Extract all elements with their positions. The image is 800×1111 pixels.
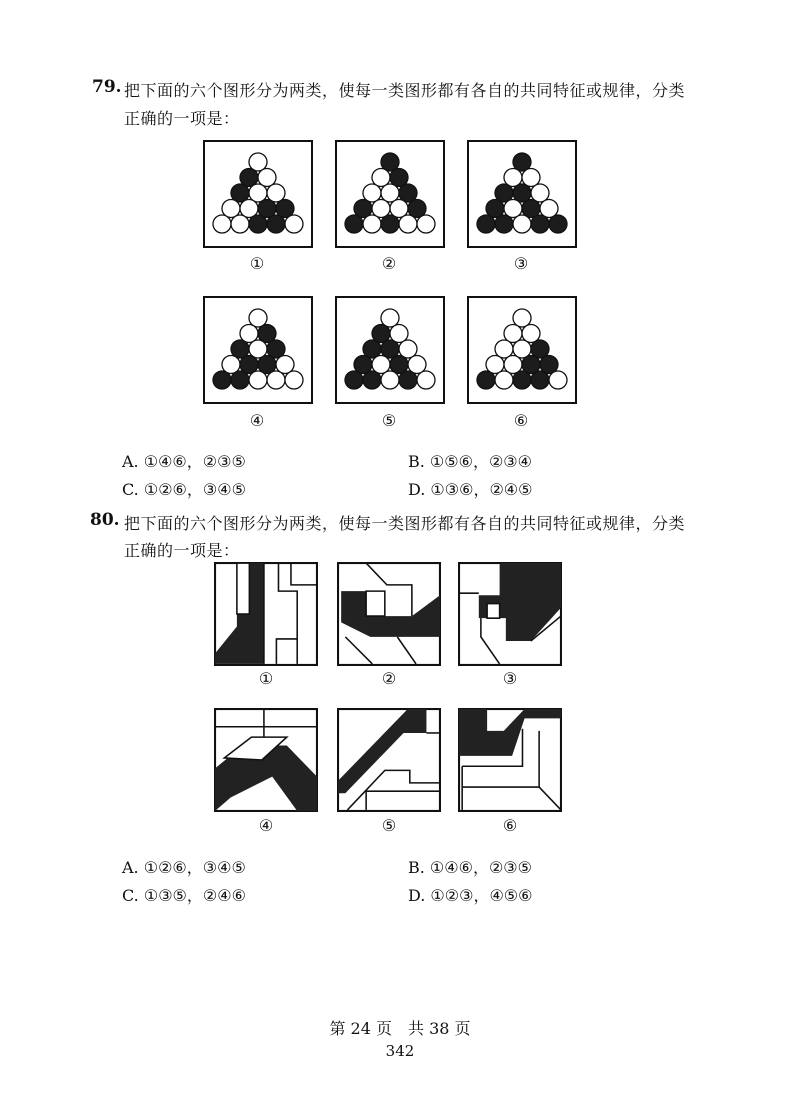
white-ball — [285, 215, 303, 233]
q79-figure-4 — [203, 296, 313, 404]
q79-label-3: ③ — [513, 254, 529, 273]
white-ball — [513, 215, 531, 233]
ball-triangle-svg — [335, 140, 445, 248]
q79-text-line2: 正确的一项是： — [124, 109, 240, 128]
q79-option-a[interactable]: A. ①④⑥，②③⑤ — [122, 452, 246, 471]
white-ball — [363, 215, 381, 233]
black-ball — [513, 371, 531, 389]
q80-label-4: ④ — [258, 816, 274, 835]
black-ball — [345, 371, 363, 389]
page-indicator: 第 24 页 共 38 页 — [329, 1019, 471, 1038]
q80-option-d[interactable]: D. ①②③，④⑤⑥ — [408, 886, 533, 905]
black-ball — [213, 371, 231, 389]
black-ball — [477, 371, 495, 389]
q79-figure-3 — [467, 140, 577, 248]
q79-label-2: ② — [381, 254, 397, 273]
q80-label-6: ⑥ — [502, 816, 518, 835]
black-ball — [399, 371, 417, 389]
q79-option-c[interactable]: C. ①②⑥，③④⑤ — [122, 480, 246, 499]
q79-label-6: ⑥ — [513, 411, 529, 430]
black-ball — [267, 215, 285, 233]
black-ball — [231, 371, 249, 389]
q80-label-3: ③ — [502, 669, 518, 688]
page-number: 342 — [385, 1042, 415, 1060]
white-ball — [417, 371, 435, 389]
black-ball — [495, 215, 513, 233]
q80-label-1: ① — [258, 669, 274, 688]
white-ball — [399, 215, 417, 233]
q80-number: 80. — [90, 510, 120, 530]
white-ball — [267, 371, 285, 389]
black-ball — [477, 215, 495, 233]
q80-figure-2 — [337, 562, 441, 666]
q80-figure-1 — [214, 562, 318, 666]
ball-triangle-svg — [203, 296, 313, 404]
q79-label-1: ① — [249, 254, 265, 273]
white-ball — [381, 371, 399, 389]
q80-option-a[interactable]: A. ①②⑥，③④⑤ — [122, 858, 246, 877]
q79-label-4: ④ — [249, 411, 265, 430]
black-ball — [531, 215, 549, 233]
q80-text-line1: 把下面的六个图形分为两类，使每一类图形都有各自的共同特征或规律，分类 — [124, 514, 686, 533]
white-ball — [231, 215, 249, 233]
white-ball — [495, 371, 513, 389]
black-ball — [381, 215, 399, 233]
q79-figure-6 — [467, 296, 577, 404]
q79-label-5: ⑤ — [381, 411, 397, 430]
q80-label-5: ⑤ — [381, 816, 397, 835]
black-ball — [249, 215, 267, 233]
white-ball — [285, 371, 303, 389]
ball-triangle-svg — [467, 140, 577, 248]
q79-text-line1: 把下面的六个图形分为两类，使每一类图形都有各自的共同特征或规律，分类 — [124, 81, 686, 100]
q80-figure-5 — [337, 708, 441, 812]
q80-label-2: ② — [381, 669, 397, 688]
q80-text-line2: 正确的一项是： — [124, 541, 240, 560]
q79-option-d[interactable]: D. ①③⑥，②④⑤ — [408, 480, 533, 499]
q79-option-b[interactable]: B. ①⑤⑥，②③④ — [408, 452, 532, 471]
q79-figure-2 — [335, 140, 445, 248]
white-ball — [213, 215, 231, 233]
white-ball — [249, 371, 267, 389]
ball-triangle-svg — [467, 296, 577, 404]
q79-number: 79. — [92, 77, 122, 97]
white-ball — [549, 371, 567, 389]
ball-triangle-svg — [335, 296, 445, 404]
q80-figure-3 — [458, 562, 562, 666]
black-ball — [531, 371, 549, 389]
q80-option-b[interactable]: B. ①④⑥，②③⑤ — [408, 858, 532, 877]
black-ball — [345, 215, 363, 233]
black-ball — [549, 215, 567, 233]
q79-figure-1 — [203, 140, 313, 248]
q79-figure-5 — [335, 296, 445, 404]
black-ball — [363, 371, 381, 389]
q80-figure-4 — [214, 708, 318, 812]
ball-triangle-svg — [203, 140, 313, 248]
white-ball — [417, 215, 435, 233]
q80-figure-6 — [458, 708, 562, 812]
q80-option-c[interactable]: C. ①③⑤，②④⑥ — [122, 886, 246, 905]
